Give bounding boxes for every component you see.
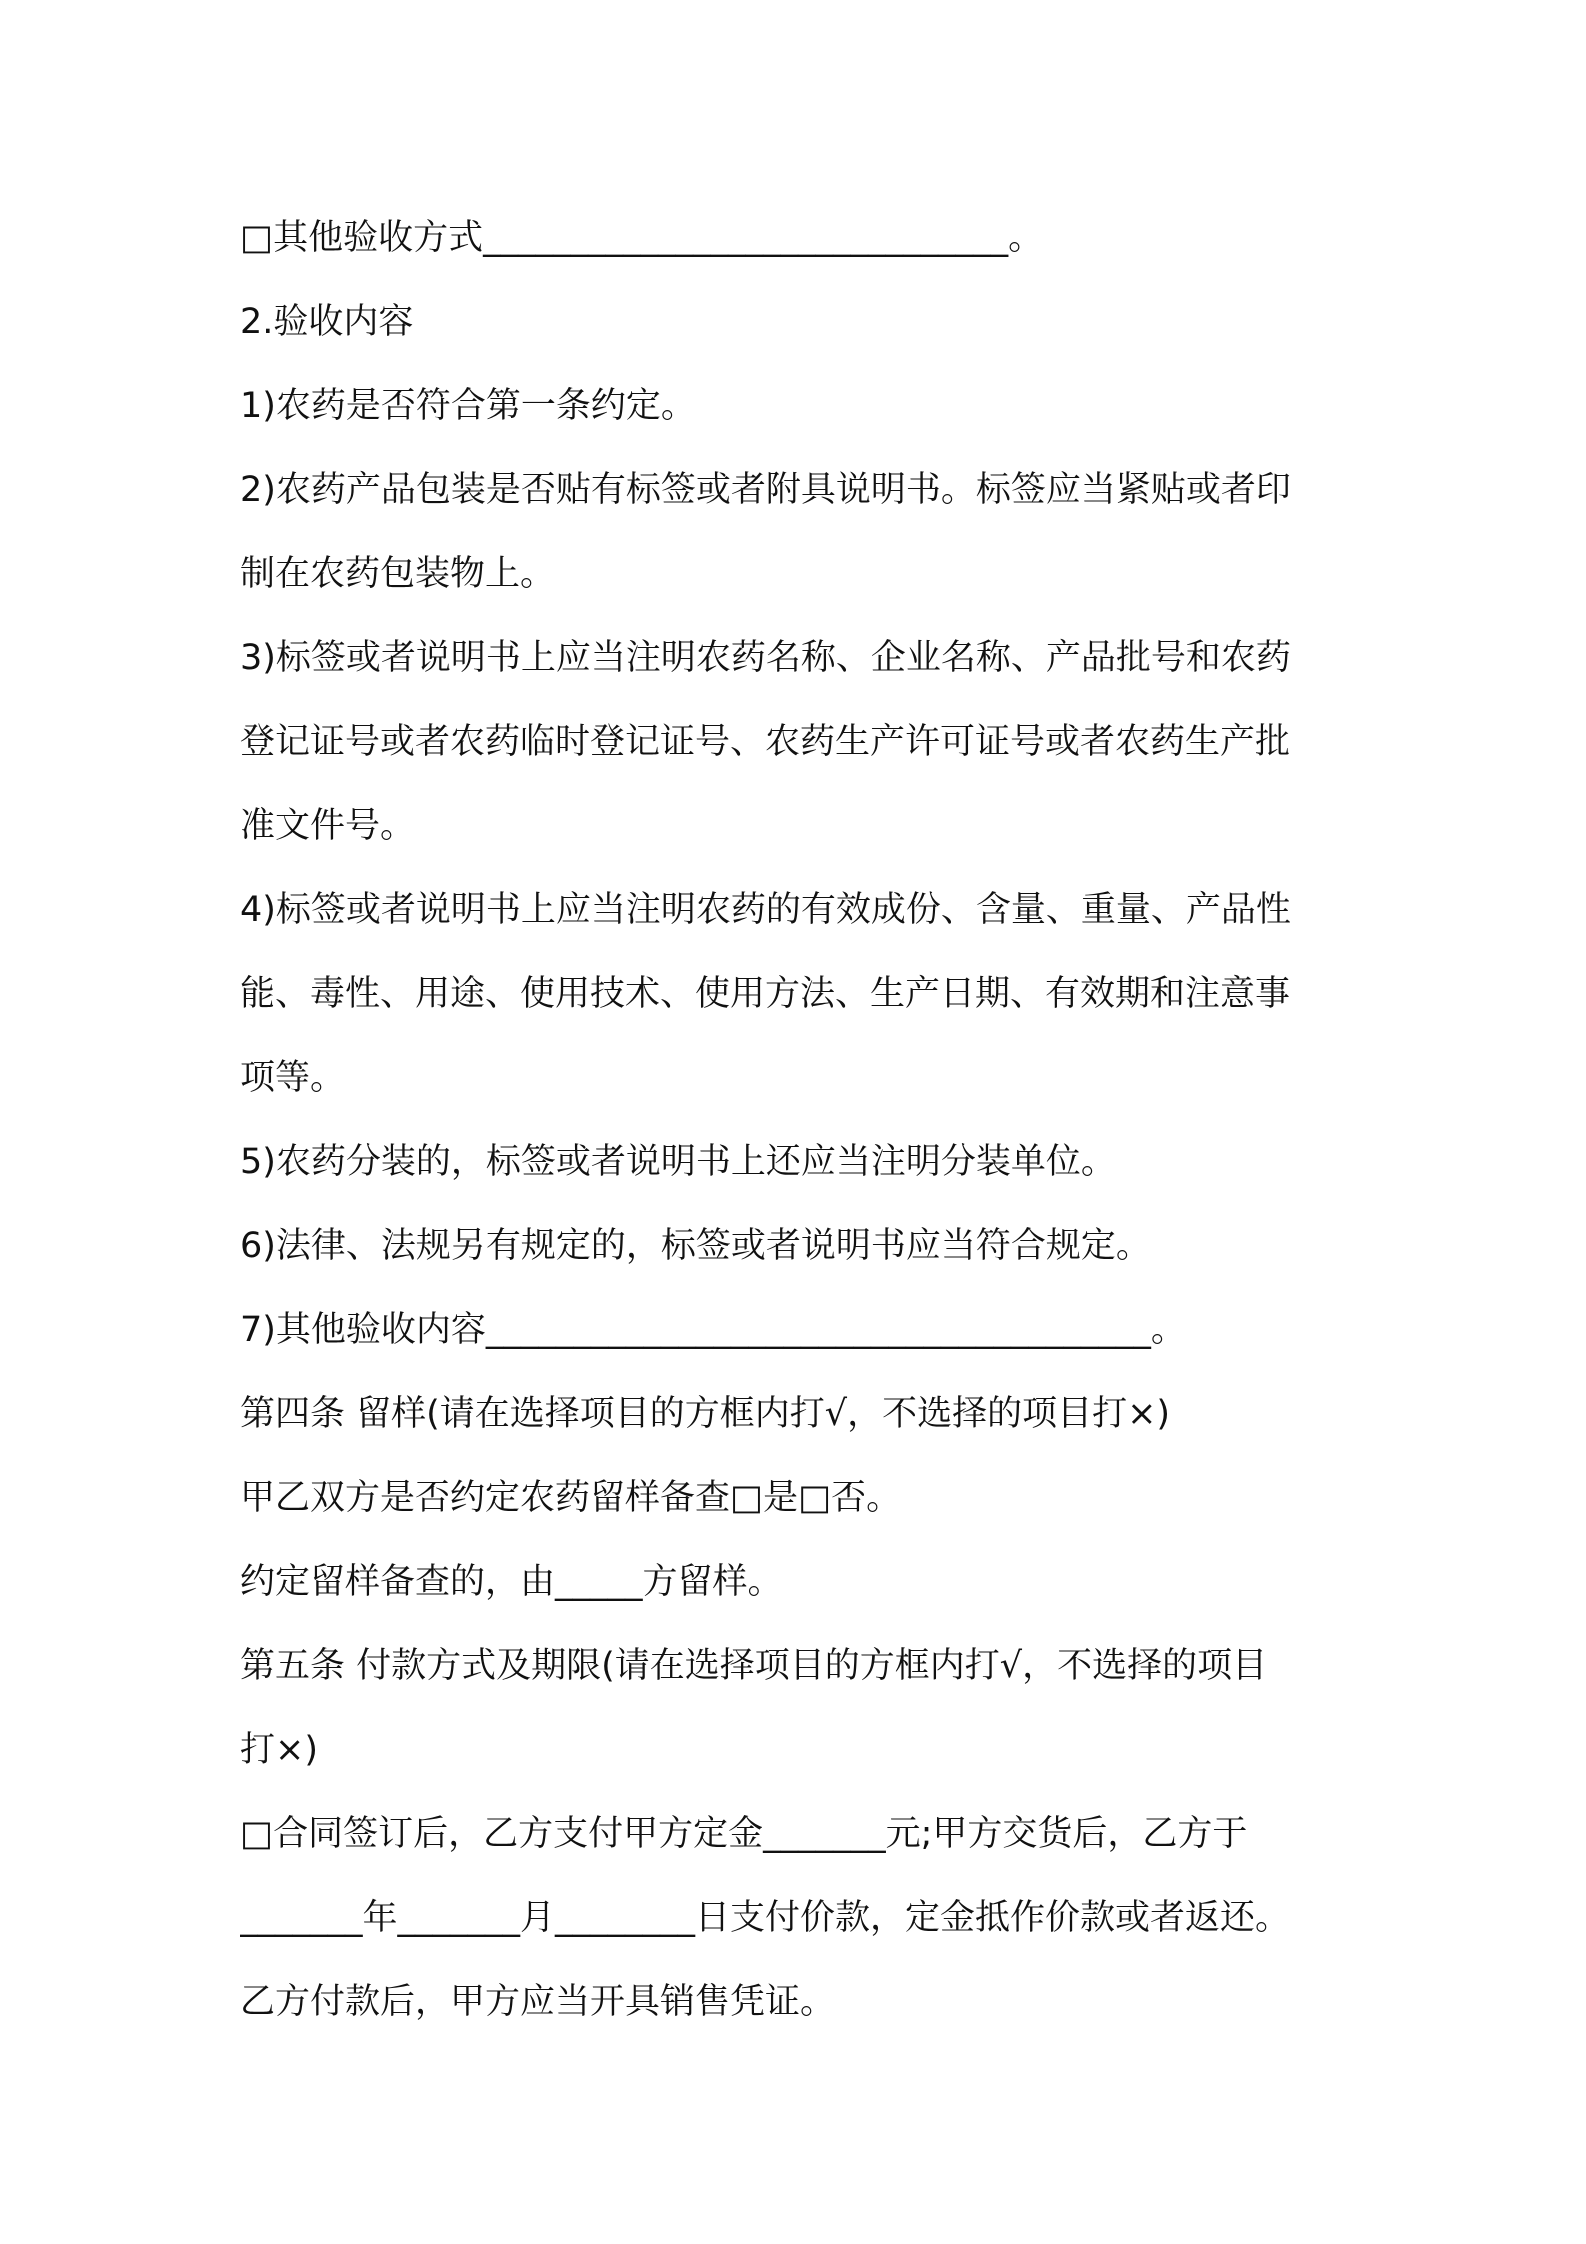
document-body [240,196,1360,2044]
text-line-item-2: 2)农药产品包装是否贴有标签或者附具说明书。标签应当紧贴或者印 [240,470,1291,510]
text-line-sample-agreement: 甲乙双方是否约定农药留样备查□是□否。 [240,1478,902,1518]
text-line-item-4: 4)标签或者说明书上应当注明农药的有效成份、含量、重量、产品性 [240,890,1291,930]
text-line-item-2-cont: 制在农药包装物上。 [240,554,556,594]
text-line-item-4-cont2: 项等。 [240,1058,346,1098]
article-heading-payment-cont: 打×) [240,1730,318,1770]
section-heading-acceptance-content: 2.验收内容 [240,302,414,342]
text-line-payment-receipt: 乙方付款后，甲方应当开具销售凭证。 [240,1982,836,2022]
text-line-item-3-cont: 登记证号或者农药临时登记证号、农药生产许可证号或者农药生产批 [240,722,1291,762]
article-heading-sample-retention: 第四条 留样(请在选择项目的方框内打√，不选择的项目打×) [240,1394,1171,1434]
text-line-item-7: 7)其他验收内容______________________________________。 [240,1310,1186,1350]
text-line-item-3-cont2: 准文件号。 [240,806,416,846]
text-line-item-3: 3)标签或者说明书上应当注明农药名称、企业名称、产品批号和农药 [240,638,1291,678]
article-heading-payment: 第五条 付款方式及期限(请在选择项目的方框内打√，不选择的项目 [240,1646,1268,1686]
text-line-payment-date: _______年_______月________日支付价款，定金抵作价款或者返还。 [240,1898,1291,1938]
text-line-item-4-cont: 能、毒性、用途、使用技术、使用方法、生产日期、有效期和注意事 [240,974,1291,1014]
text-line-sample-party: 约定留样备查的，由_____方留样。 [240,1562,783,1602]
text-line-item-5: 5)农药分装的，标签或者说明书上还应当注明分装单位。 [240,1142,1116,1182]
text-line-payment-deposit: □合同签订后，乙方支付甲方定金_______元;甲方交货后，乙方于 [240,1814,1248,1854]
text-line-other-acceptance-method: □其他验收方式______________________________。 [240,218,1044,258]
text-line-item-6: 6)法律、法规另有规定的，标签或者说明书应当符合规定。 [240,1226,1151,1266]
text-line-item-1: 1)农药是否符合第一条约定。 [240,386,696,426]
